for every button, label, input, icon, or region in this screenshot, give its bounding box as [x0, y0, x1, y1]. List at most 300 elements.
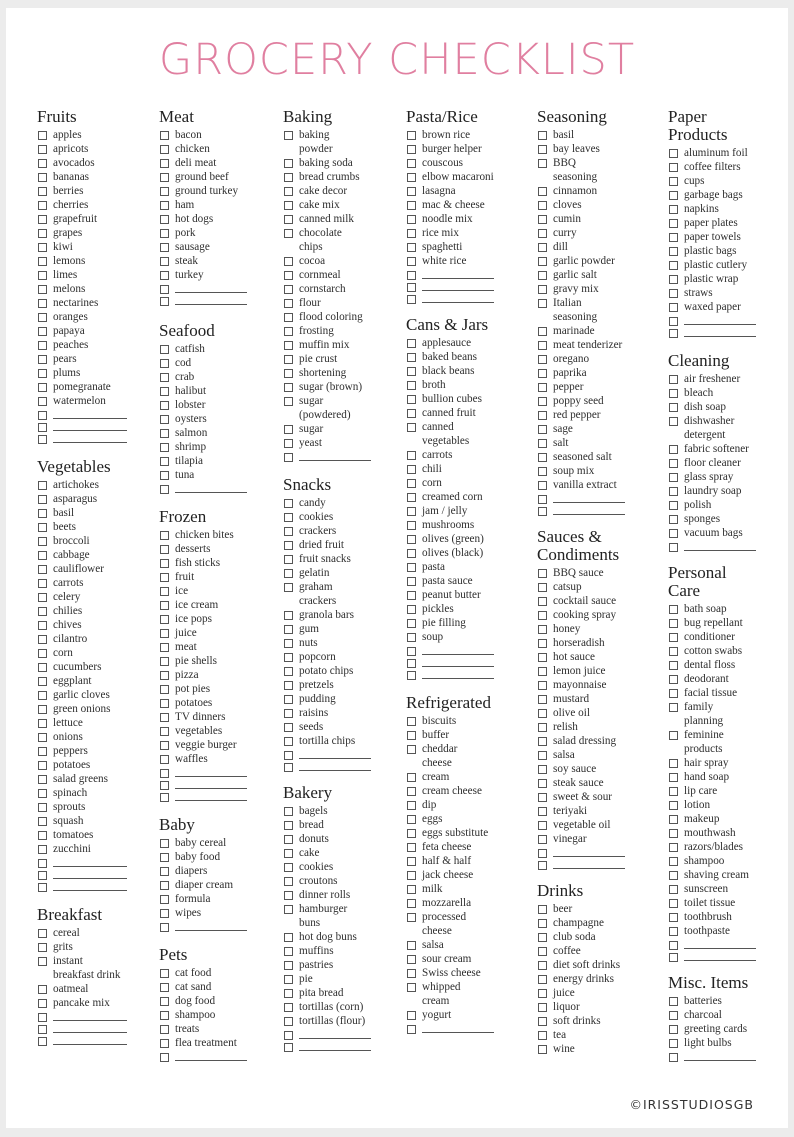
- checkbox[interactable]: [284, 975, 293, 984]
- checkbox[interactable]: [38, 883, 47, 892]
- checklist-item[interactable]: [537, 408, 662, 422]
- checkbox[interactable]: [669, 913, 678, 922]
- checkbox[interactable]: [407, 871, 416, 880]
- checklist-item[interactable]: [668, 526, 783, 540]
- checkbox[interactable]: [284, 173, 293, 182]
- checklist-item[interactable]: [537, 492, 662, 504]
- checklist-item[interactable]: [159, 878, 269, 892]
- checklist-item[interactable]: [159, 626, 269, 640]
- checklist-item[interactable]: [406, 742, 531, 770]
- checkbox[interactable]: [160, 997, 169, 1006]
- checklist-item[interactable]: [668, 616, 783, 630]
- checkbox[interactable]: [284, 397, 293, 406]
- checkbox[interactable]: [284, 257, 293, 266]
- checkbox[interactable]: [160, 713, 169, 722]
- checklist-item[interactable]: [406, 448, 531, 462]
- checkbox[interactable]: [669, 689, 678, 698]
- checklist-item[interactable]: [537, 268, 662, 282]
- checklist-item[interactable]: [37, 310, 132, 324]
- checkbox[interactable]: [407, 633, 416, 642]
- checklist-item[interactable]: [283, 394, 393, 422]
- checkbox[interactable]: [538, 1031, 547, 1040]
- checklist-item[interactable]: [283, 734, 393, 748]
- checklist-item[interactable]: [406, 938, 531, 952]
- checklist-item[interactable]: [283, 874, 393, 888]
- checklist-item[interactable]: [37, 744, 132, 758]
- checkbox[interactable]: [284, 681, 293, 690]
- checklist-item[interactable]: [537, 1042, 662, 1056]
- checkbox[interactable]: [38, 435, 47, 444]
- checklist-item[interactable]: [668, 498, 783, 512]
- checklist-item[interactable]: [537, 226, 662, 240]
- checklist-item[interactable]: [406, 840, 531, 854]
- checklist-item[interactable]: [37, 716, 132, 730]
- checkbox[interactable]: [160, 415, 169, 424]
- checkbox[interactable]: [669, 1053, 678, 1062]
- checkbox[interactable]: [407, 215, 416, 224]
- checklist-item[interactable]: [283, 860, 393, 874]
- checklist-item[interactable]: [406, 560, 531, 574]
- checklist-item[interactable]: [668, 456, 783, 470]
- checkbox[interactable]: [538, 369, 547, 378]
- checkbox[interactable]: [669, 997, 678, 1006]
- checklist-item[interactable]: [159, 836, 269, 850]
- checklist-item[interactable]: [406, 532, 531, 546]
- checkbox[interactable]: [669, 927, 678, 936]
- checklist-item[interactable]: [37, 1010, 132, 1022]
- checkbox[interactable]: [160, 373, 169, 382]
- checkbox[interactable]: [160, 173, 169, 182]
- blank-write-in-line[interactable]: [422, 281, 494, 291]
- checkbox[interactable]: [538, 849, 547, 858]
- checklist-item[interactable]: [37, 814, 132, 828]
- checkbox[interactable]: [538, 299, 547, 308]
- checklist-item[interactable]: [406, 226, 531, 240]
- checklist-item[interactable]: [159, 696, 269, 710]
- checklist-item[interactable]: [159, 294, 269, 306]
- checkbox[interactable]: [160, 755, 169, 764]
- checklist-item[interactable]: [668, 854, 783, 868]
- checklist-item[interactable]: [37, 758, 132, 772]
- checkbox[interactable]: [407, 451, 416, 460]
- checklist-item[interactable]: [537, 324, 662, 338]
- checklist-item[interactable]: [537, 580, 662, 594]
- checklist-item[interactable]: [406, 170, 531, 184]
- checkbox[interactable]: [669, 487, 678, 496]
- checklist-item[interactable]: [283, 338, 393, 352]
- checkbox[interactable]: [38, 523, 47, 532]
- checklist-item[interactable]: [537, 478, 662, 492]
- checkbox[interactable]: [669, 1025, 678, 1034]
- checklist-item[interactable]: [406, 574, 531, 588]
- checklist-item[interactable]: [668, 756, 783, 770]
- checklist-item[interactable]: [37, 128, 132, 142]
- checkbox[interactable]: [538, 695, 547, 704]
- checklist-item[interactable]: [537, 422, 662, 436]
- checkbox[interactable]: [284, 131, 293, 140]
- checklist-item[interactable]: [668, 910, 783, 924]
- checkbox[interactable]: [538, 793, 547, 802]
- checkbox[interactable]: [407, 173, 416, 182]
- checkbox[interactable]: [538, 861, 547, 870]
- checklist-item[interactable]: [537, 790, 662, 804]
- checklist-item[interactable]: [37, 730, 132, 744]
- checkbox[interactable]: [284, 383, 293, 392]
- checkbox[interactable]: [284, 947, 293, 956]
- checkbox[interactable]: [160, 215, 169, 224]
- checklist-item[interactable]: [37, 632, 132, 646]
- checklist-item[interactable]: [159, 778, 269, 790]
- checklist-item[interactable]: [283, 930, 393, 944]
- checkbox[interactable]: [538, 751, 547, 760]
- checkbox[interactable]: [407, 913, 416, 922]
- checkbox[interactable]: [538, 933, 547, 942]
- checkbox[interactable]: [538, 667, 547, 676]
- checkbox[interactable]: [38, 551, 47, 560]
- blank-write-in-line[interactable]: [422, 293, 494, 303]
- checklist-item[interactable]: [159, 598, 269, 612]
- checklist-item[interactable]: [283, 804, 393, 818]
- checkbox[interactable]: [669, 375, 678, 384]
- checkbox[interactable]: [38, 187, 47, 196]
- checkbox[interactable]: [284, 737, 293, 746]
- checkbox[interactable]: [669, 843, 678, 852]
- checklist-item[interactable]: [37, 828, 132, 842]
- checkbox[interactable]: [38, 649, 47, 658]
- checkbox[interactable]: [38, 229, 47, 238]
- checkbox[interactable]: [538, 807, 547, 816]
- checklist-item[interactable]: [283, 650, 393, 664]
- checkbox[interactable]: [38, 243, 47, 252]
- checkbox[interactable]: [160, 443, 169, 452]
- checkbox[interactable]: [38, 145, 47, 154]
- checkbox[interactable]: [407, 591, 416, 600]
- checklist-item[interactable]: [537, 916, 662, 930]
- checkbox[interactable]: [160, 201, 169, 210]
- checklist-item[interactable]: [283, 1028, 393, 1040]
- checklist-item[interactable]: [406, 602, 531, 616]
- checkbox[interactable]: [407, 647, 416, 656]
- checkbox[interactable]: [284, 611, 293, 620]
- checklist-item[interactable]: [37, 1022, 132, 1034]
- checkbox[interactable]: [669, 661, 678, 670]
- checklist-item[interactable]: [159, 454, 269, 468]
- checkbox[interactable]: [284, 425, 293, 434]
- checklist-item[interactable]: [37, 506, 132, 520]
- checklist-item[interactable]: [537, 664, 662, 678]
- checkbox[interactable]: [160, 839, 169, 848]
- checkbox[interactable]: [538, 257, 547, 266]
- checkbox[interactable]: [160, 853, 169, 862]
- checklist-item[interactable]: [283, 1000, 393, 1014]
- checklist-item[interactable]: [283, 888, 393, 902]
- checklist-item[interactable]: [159, 850, 269, 864]
- checklist-item[interactable]: [37, 996, 132, 1010]
- blank-write-in-line[interactable]: [53, 1035, 127, 1045]
- checkbox[interactable]: [669, 329, 678, 338]
- checklist-item[interactable]: [283, 282, 393, 296]
- checkbox[interactable]: [160, 881, 169, 890]
- checkbox[interactable]: [538, 467, 547, 476]
- checkbox[interactable]: [38, 691, 47, 700]
- checklist-item[interactable]: [283, 380, 393, 394]
- checklist-item[interactable]: [283, 226, 393, 254]
- checklist-item[interactable]: [159, 342, 269, 356]
- blank-write-in-line[interactable]: [53, 421, 127, 431]
- checkbox[interactable]: [160, 297, 169, 306]
- checklist-item[interactable]: [283, 972, 393, 986]
- checkbox[interactable]: [38, 719, 47, 728]
- checkbox[interactable]: [538, 639, 547, 648]
- checklist-item[interactable]: [406, 184, 531, 198]
- checkbox[interactable]: [407, 829, 416, 838]
- checklist-item[interactable]: [159, 752, 269, 766]
- checkbox[interactable]: [284, 369, 293, 378]
- checkbox[interactable]: [38, 537, 47, 546]
- checkbox[interactable]: [160, 345, 169, 354]
- checkbox[interactable]: [160, 741, 169, 750]
- checkbox[interactable]: [284, 513, 293, 522]
- checkbox[interactable]: [38, 257, 47, 266]
- checklist-item[interactable]: [537, 240, 662, 254]
- checklist-item[interactable]: [668, 798, 783, 812]
- checkbox[interactable]: [284, 877, 293, 886]
- checkbox[interactable]: [284, 695, 293, 704]
- checkbox[interactable]: [669, 675, 678, 684]
- checklist-item[interactable]: [537, 352, 662, 366]
- checklist-item[interactable]: [537, 1000, 662, 1014]
- checkbox[interactable]: [284, 541, 293, 550]
- checkbox[interactable]: [160, 187, 169, 196]
- checkbox[interactable]: [407, 479, 416, 488]
- checkbox[interactable]: [38, 271, 47, 280]
- blank-write-in-line[interactable]: [53, 1023, 127, 1033]
- checkbox[interactable]: [669, 403, 678, 412]
- checklist-item[interactable]: [668, 202, 783, 216]
- checkbox[interactable]: [407, 671, 416, 680]
- checkbox[interactable]: [160, 671, 169, 680]
- checkbox[interactable]: [538, 905, 547, 914]
- checklist-item[interactable]: [537, 944, 662, 958]
- checkbox[interactable]: [160, 923, 169, 932]
- checkbox[interactable]: [160, 401, 169, 410]
- checkbox[interactable]: [160, 1011, 169, 1020]
- checkbox[interactable]: [407, 229, 416, 238]
- checkbox[interactable]: [538, 989, 547, 998]
- checkbox[interactable]: [284, 187, 293, 196]
- checklist-item[interactable]: [668, 146, 783, 160]
- checklist-item[interactable]: [37, 492, 132, 506]
- checklist-item[interactable]: [159, 906, 269, 920]
- checklist-item[interactable]: [283, 608, 393, 622]
- checkbox[interactable]: [284, 863, 293, 872]
- checklist-item[interactable]: [668, 216, 783, 230]
- checklist-item[interactable]: [537, 650, 662, 664]
- checklist-item[interactable]: [37, 786, 132, 800]
- checklist-item[interactable]: [159, 1022, 269, 1036]
- checklist-item[interactable]: [283, 524, 393, 538]
- checkbox[interactable]: [160, 895, 169, 904]
- checklist-item[interactable]: [668, 314, 783, 326]
- checkbox[interactable]: [284, 891, 293, 900]
- checklist-item[interactable]: [159, 724, 269, 738]
- checkbox[interactable]: [160, 271, 169, 280]
- checklist-item[interactable]: [668, 442, 783, 456]
- checklist-item[interactable]: [537, 986, 662, 1000]
- checklist-item[interactable]: [537, 930, 662, 944]
- checklist-item[interactable]: [37, 268, 132, 282]
- checklist-item[interactable]: [406, 812, 531, 826]
- checklist-item[interactable]: [37, 702, 132, 716]
- checkbox[interactable]: [38, 621, 47, 630]
- checklist-item[interactable]: [406, 1022, 531, 1034]
- checklist-item[interactable]: [406, 882, 531, 896]
- checklist-item[interactable]: [537, 338, 662, 352]
- checkbox[interactable]: [284, 201, 293, 210]
- checklist-item[interactable]: [668, 994, 783, 1008]
- checklist-item[interactable]: [283, 450, 393, 462]
- checkbox[interactable]: [38, 705, 47, 714]
- checklist-item[interactable]: [283, 902, 393, 930]
- blank-write-in-line[interactable]: [553, 493, 625, 503]
- checkbox[interactable]: [407, 969, 416, 978]
- checkbox[interactable]: [160, 471, 169, 480]
- checkbox[interactable]: [538, 383, 547, 392]
- checkbox[interactable]: [284, 285, 293, 294]
- checklist-item[interactable]: [406, 364, 531, 378]
- checkbox[interactable]: [284, 555, 293, 564]
- checkbox[interactable]: [407, 257, 416, 266]
- checkbox[interactable]: [538, 159, 547, 168]
- checkbox[interactable]: [160, 229, 169, 238]
- checklist-item[interactable]: [668, 950, 783, 962]
- checklist-item[interactable]: [159, 226, 269, 240]
- checkbox[interactable]: [669, 261, 678, 270]
- checkbox[interactable]: [284, 625, 293, 634]
- checklist-item[interactable]: [406, 240, 531, 254]
- checkbox[interactable]: [407, 367, 416, 376]
- checklist-item[interactable]: [668, 1050, 783, 1062]
- checklist-item[interactable]: [37, 576, 132, 590]
- checkbox[interactable]: [284, 709, 293, 718]
- checkbox[interactable]: [160, 159, 169, 168]
- checkbox[interactable]: [407, 201, 416, 210]
- checkbox[interactable]: [538, 625, 547, 634]
- checkbox[interactable]: [407, 465, 416, 474]
- checklist-item[interactable]: [159, 766, 269, 778]
- checkbox[interactable]: [538, 723, 547, 732]
- checklist-item[interactable]: [668, 686, 783, 700]
- checkbox[interactable]: [407, 353, 416, 362]
- blank-write-in-line[interactable]: [53, 409, 127, 419]
- checkbox[interactable]: [407, 159, 416, 168]
- checklist-item[interactable]: [406, 546, 531, 560]
- checklist-item[interactable]: [37, 240, 132, 254]
- checkbox[interactable]: [38, 871, 47, 880]
- checklist-item[interactable]: [537, 254, 662, 268]
- checkbox[interactable]: [284, 527, 293, 536]
- checkbox[interactable]: [669, 773, 678, 782]
- checklist-item[interactable]: [406, 630, 531, 644]
- checkbox[interactable]: [160, 615, 169, 624]
- checklist-item[interactable]: [406, 406, 531, 420]
- checklist-item[interactable]: [159, 668, 269, 682]
- checklist-item[interactable]: [406, 128, 531, 142]
- checklist-item[interactable]: [668, 700, 783, 728]
- checklist-item[interactable]: [159, 370, 269, 384]
- checklist-item[interactable]: [668, 386, 783, 400]
- checklist-item[interactable]: [668, 840, 783, 854]
- checkbox[interactable]: [284, 723, 293, 732]
- checkbox[interactable]: [284, 653, 293, 662]
- checklist-item[interactable]: [668, 630, 783, 644]
- checkbox[interactable]: [160, 285, 169, 294]
- checkbox[interactable]: [538, 285, 547, 294]
- checklist-item[interactable]: [406, 616, 531, 630]
- checkbox[interactable]: [407, 283, 416, 292]
- checkbox[interactable]: [284, 1017, 293, 1026]
- checklist-item[interactable]: [283, 692, 393, 706]
- blank-write-in-line[interactable]: [684, 951, 756, 961]
- checkbox[interactable]: [160, 457, 169, 466]
- checkbox[interactable]: [284, 159, 293, 168]
- checkbox[interactable]: [160, 983, 169, 992]
- checkbox[interactable]: [38, 299, 47, 308]
- checklist-item[interactable]: [283, 706, 393, 720]
- checkbox[interactable]: [38, 201, 47, 210]
- checkbox[interactable]: [669, 177, 678, 186]
- checklist-item[interactable]: [37, 688, 132, 702]
- checkbox[interactable]: [669, 459, 678, 468]
- checkbox[interactable]: [407, 131, 416, 140]
- checklist-item[interactable]: [159, 892, 269, 906]
- checkbox[interactable]: [669, 417, 678, 426]
- checklist-item[interactable]: [668, 286, 783, 300]
- checkbox[interactable]: [160, 573, 169, 582]
- checklist-item[interactable]: [283, 170, 393, 184]
- checkbox[interactable]: [669, 529, 678, 538]
- checkbox[interactable]: [538, 919, 547, 928]
- checklist-item[interactable]: [406, 868, 531, 882]
- checkbox[interactable]: [669, 247, 678, 256]
- checklist-item[interactable]: [537, 734, 662, 748]
- checklist-item[interactable]: [537, 748, 662, 762]
- blank-write-in-line[interactable]: [53, 857, 127, 867]
- checklist-item[interactable]: [537, 706, 662, 720]
- checklist-item[interactable]: [537, 464, 662, 478]
- checklist-item[interactable]: [37, 366, 132, 380]
- checkbox[interactable]: [284, 751, 293, 760]
- checklist-item[interactable]: [283, 566, 393, 580]
- checklist-item[interactable]: [159, 356, 269, 370]
- checklist-item[interactable]: [537, 366, 662, 380]
- checkbox[interactable]: [407, 885, 416, 894]
- checklist-item[interactable]: [283, 1040, 393, 1052]
- checklist-item[interactable]: [537, 380, 662, 394]
- checkbox[interactable]: [669, 759, 678, 768]
- checklist-item[interactable]: [537, 296, 662, 324]
- checkbox[interactable]: [538, 611, 547, 620]
- checklist-item[interactable]: [283, 958, 393, 972]
- blank-write-in-line[interactable]: [299, 761, 371, 771]
- checklist-item[interactable]: [283, 212, 393, 226]
- checkbox[interactable]: [38, 1013, 47, 1022]
- checklist-item[interactable]: [406, 212, 531, 226]
- checklist-item[interactable]: [537, 608, 662, 622]
- checklist-item[interactable]: [406, 854, 531, 868]
- checkbox[interactable]: [538, 1017, 547, 1026]
- checklist-item[interactable]: [37, 646, 132, 660]
